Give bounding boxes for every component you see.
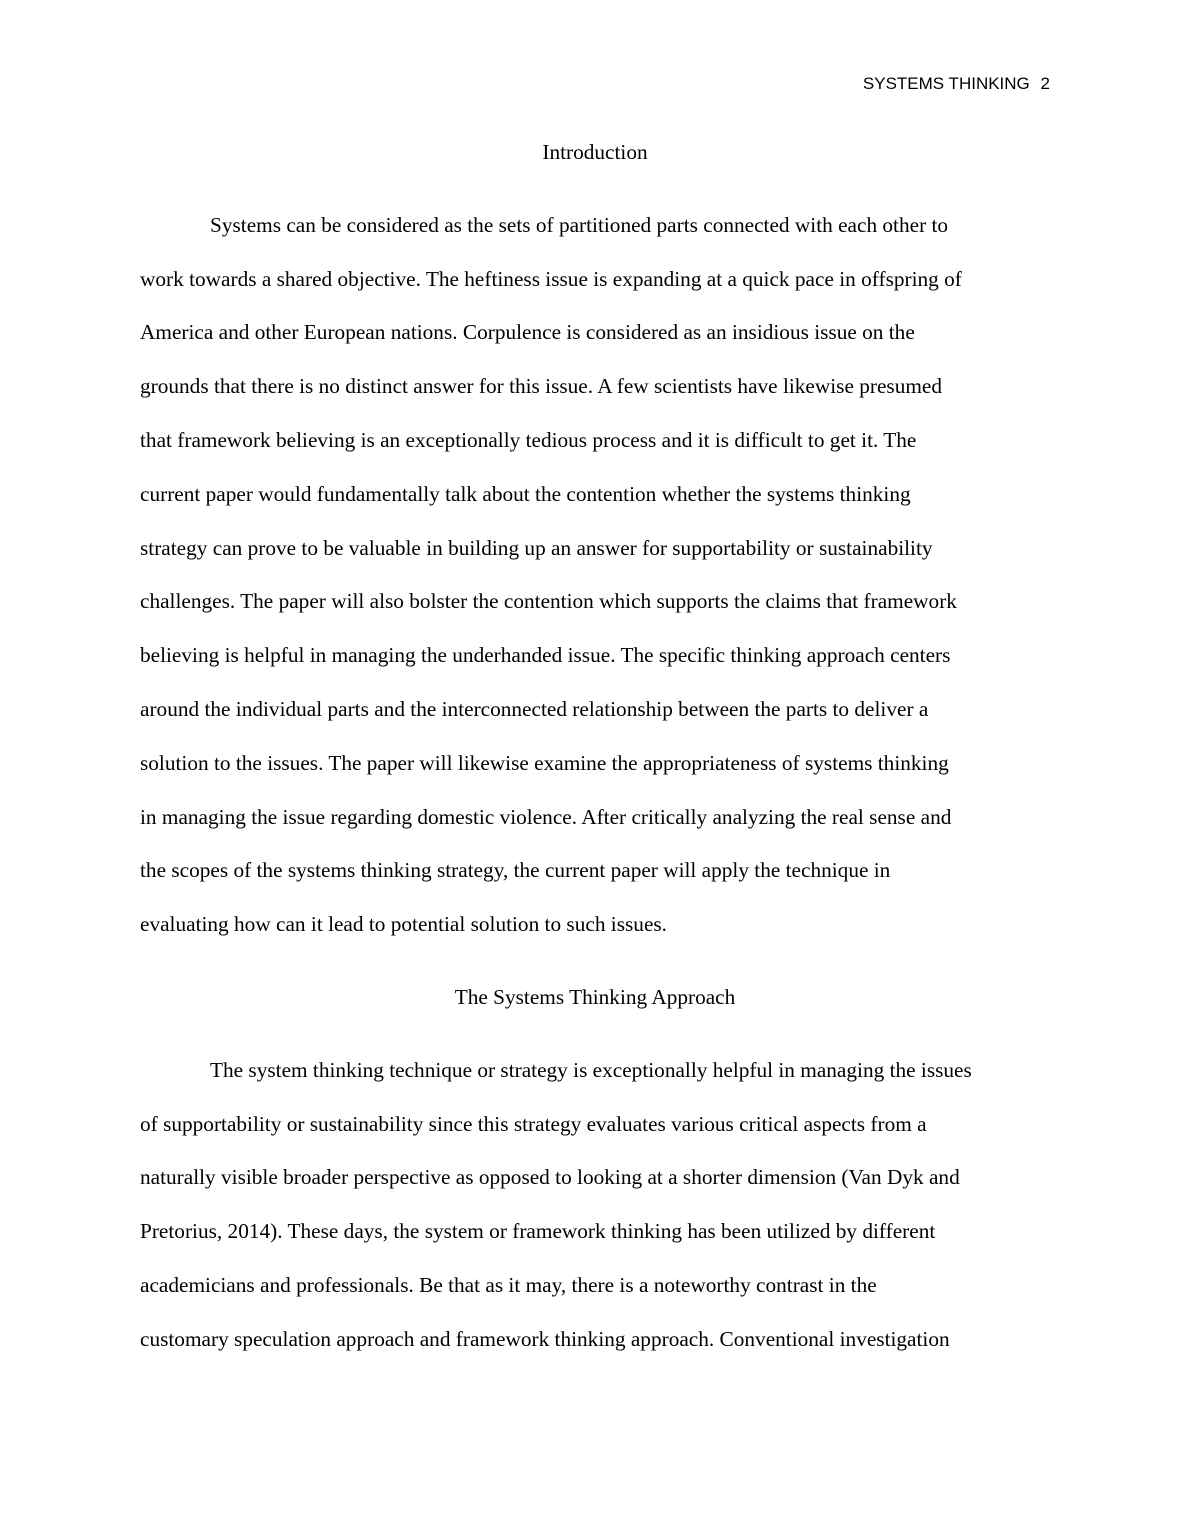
- paragraph-line: work towards a shared objective. The heftiness issue is expanding at a quick pace in offspring of: [140, 266, 962, 291]
- paragraph-line: evaluating how can it lead to potential solution to such issues.: [140, 912, 668, 937]
- paragraph-line: America and other European nations. Corpulence is considered as an insidious issue on the: [140, 320, 915, 345]
- paragraph-line: the scopes of the systems thinking strategy, the current paper will apply the technique in: [140, 858, 891, 883]
- paragraph-line: that framework believing is an exceptionally tedious process and it is difficult to get it. The: [140, 427, 917, 452]
- running-head: [863, 72, 1050, 96]
- paragraph-line: around the individual parts and the interconnected relationship between the parts to deliver a: [140, 696, 929, 721]
- paragraph-systems-thinking-approach: [140, 1044, 1050, 1367]
- paragraph-line: in managing the issue regarding domestic violence. After critically analyzing the real sense and: [140, 804, 952, 829]
- paragraph-line: Systems can be considered as the sets of partitioned parts connected with each other to: [210, 212, 949, 237]
- paragraph-line: naturally visible broader perspective as opposed to looking at a shorter dimension (Van Dyk and: [140, 1165, 960, 1190]
- paragraph-introduction: [140, 199, 1050, 952]
- section-heading-introduction: Introduction: [542, 140, 648, 164]
- paragraph-line: current paper would fundamentally talk about the contention whether the systems thinking: [140, 481, 911, 506]
- paragraph-line: The system thinking technique or strategy is exceptionally helpful in managing the issues: [210, 1057, 972, 1082]
- document-body: [140, 126, 1050, 1367]
- paragraph-line: strategy can prove to be valuable in building up an answer for supportability or sustainability: [140, 535, 933, 560]
- section-heading-systems-thinking-approach: The Systems Thinking Approach: [454, 984, 736, 1009]
- paragraph-line: solution to the issues. The paper will likewise examine the appropriateness of systems thinking: [140, 750, 949, 775]
- running-head-title: SYSTEMS THINKING: [862, 74, 1030, 93]
- paragraph-line: grounds that there is no distinct answer for this issue. A few scientists have likewise presumed: [140, 374, 943, 399]
- paragraph-line: Pretorius, 2014). These days, the system or framework thinking has been utilized by different: [140, 1219, 936, 1244]
- paragraph-line: challenges. The paper will also bolster the contention which supports the claims that framework: [140, 589, 957, 614]
- paragraph-line: academicians and professionals. Be that as it may, there is a noteworthy contrast in the: [140, 1272, 877, 1297]
- paragraph-line: of supportability or sustainability since this strategy evaluates various critical aspects from a: [140, 1111, 927, 1136]
- paragraph-line: believing is helpful in managing the underhanded issue. The specific thinking approach centers: [140, 643, 951, 668]
- page-number: 2: [1040, 74, 1050, 93]
- paragraph-line: customary speculation approach and framework thinking approach. Conventional investigation: [140, 1326, 950, 1351]
